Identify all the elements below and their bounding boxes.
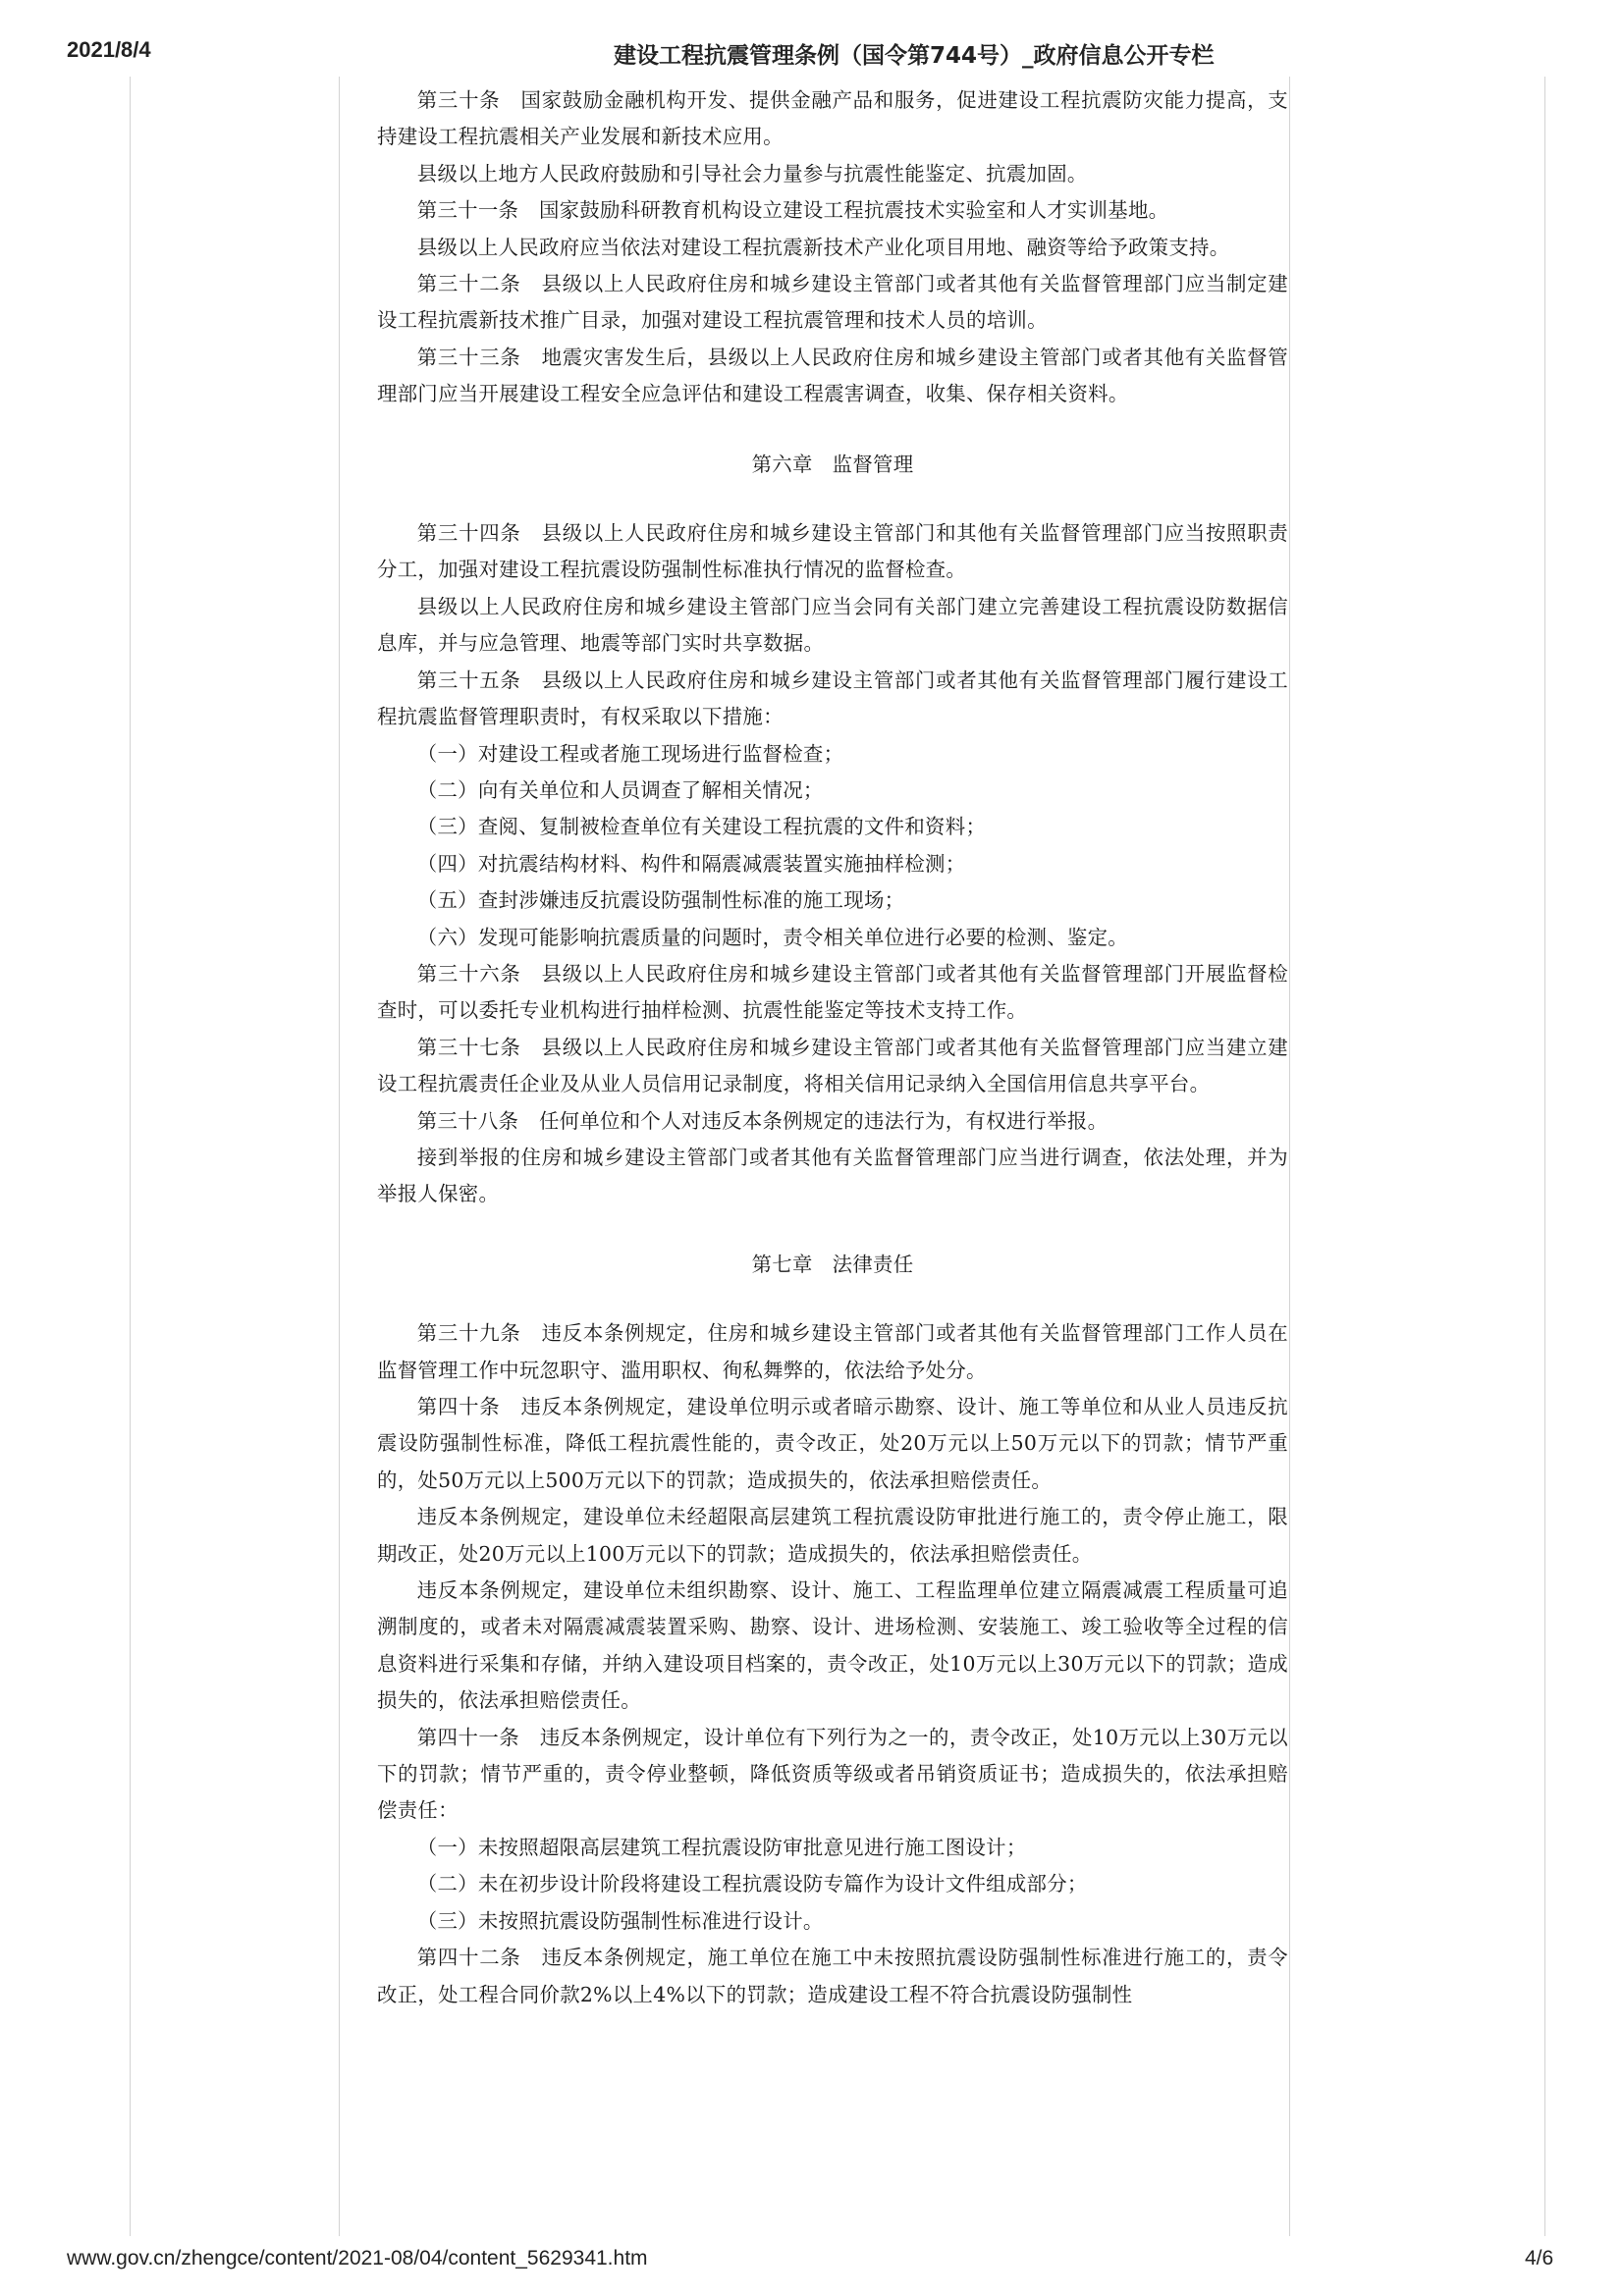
chapter-7-number: 第七章: [751, 1252, 813, 1276]
article-37: 第三十七条 县级以上人民政府住房和城乡建设主管部门或者其他有关监督管理部门应当建立建设工程抗震责任企业及从业人员信用记录制度，将相关信用记录纳入全国信用信息共享平台。: [377, 1035, 1288, 1096]
article-31-para-2: 县级以上人民政府应当依法对建设工程抗震新技术产业化项目用地、融资等给予政策支持。: [416, 235, 1230, 259]
article-41-item-2: （二）未在初步设计阶段将建设工程抗震设防专篇作为设计文件组成部分；: [416, 1872, 1088, 1896]
print-footer-url: www.gov.cn/zhengce/content/2021-08/04/content_5629341.htm: [67, 2247, 648, 2269]
article-33: 第三十三条 地震灾害发生后，县级以上人民政府住房和城乡建设主管部门或者其他有关监督管理部门应当开展建设工程安全应急评估和建设工程震害调查，收集、保存相关资料。: [377, 345, 1288, 406]
page-border-left-outer: [130, 77, 131, 2236]
print-header-title: 建设工程抗震管理条例（国令第744号）_政府信息公开专栏: [614, 43, 1215, 69]
chapter-6-heading: [377, 447, 1288, 483]
article-36: 第三十六条 县级以上人民政府住房和城乡建设主管部门或者其他有关监督管理部门开展监督检查时，可以委托专业机构进行抽样检测、抗震性能鉴定等技术支持工作。: [377, 961, 1288, 1023]
chapter-7-title: 法律责任: [832, 1252, 914, 1276]
chapter-6-number: 第六章: [751, 452, 813, 476]
article-32: 第三十二条 县级以上人民政府住房和城乡建设主管部门或者其他有关监督管理部门应当制定建设工程抗震新技术推广目录，加强对建设工程抗震管理和技术人员的培训。: [377, 272, 1288, 333]
page-border-left-inner: [339, 77, 340, 2236]
article-35-item-6: （六）发现可能影响抗震质量的问题时，责令相关单位进行必要的检测、鉴定。: [416, 925, 1128, 949]
article-38: 第三十八条 任何单位和个人对违反本条例规定的违法行为，有权进行举报。: [416, 1108, 1109, 1133]
article-40-para-3: 违反本条例规定，建设单位未组织勘察、设计、施工、工程监理单位建立隔震减震工程质量可追溯制度的，或者未对隔震减震装置采购、勘察、设计、进场检测、安装施工、竣工验收等全过程的信息资料进行采集和存储，并纳入建设项目档案的，责令改正，处10万元以上30万元以下的罚款；造成损失的，依法承担赔偿责任。: [377, 1578, 1288, 1713]
article-40: 第四十条 违反本条例规定，建设单位明示或者暗示勘察、设计、施工等单位和从业人员违反抗震设防强制性标准，降低工程抗震性能的，责令改正，处20万元以上50万元以下的罚款；情节严重的，处50万元以上500万元以下的罚款；造成损失的，依法承担赔偿责任。: [377, 1395, 1288, 1492]
article-35-item-3: （三）查阅、复制被检查单位有关建设工程抗震的文件和资料；: [416, 815, 987, 839]
article-42: 第四十二条 违反本条例规定，施工单位在施工中未按照抗震设防强制性标准进行施工的，责令改正，处工程合同价款2%以上4%以下的罚款；造成建设工程不符合抗震设防强制性: [377, 1946, 1288, 2006]
article-34-para-2: 县级以上人民政府住房和城乡建设主管部门应当会同有关部门建立完善建设工程抗震设防数据信息库，并与应急管理、地震等部门实时共享数据。: [377, 594, 1288, 656]
article-35-item-1: （一）对建设工程或者施工现场进行监督检查；: [416, 741, 844, 766]
page-border-right-outer: [1544, 77, 1545, 2236]
article-30: 第三十条 国家鼓励金融机构开发、提供金融产品和服务，促进建设工程抗震防灾能力提高，支持建设工程抗震相关产业发展和新技术应用。: [377, 88, 1288, 149]
chapter-7-heading: [377, 1247, 1288, 1283]
article-41: 第四十一条 违反本条例规定，设计单位有下列行为之一的，责令改正，处10万元以上30万元以下的罚款；情节严重的，责令停业整顿，降低资质等级或者吊销资质证书；造成损失的，依法承担赔偿责任：: [377, 1725, 1288, 1823]
article-38-para-2: 接到举报的住房和城乡建设主管部门或者其他有关监督管理部门应当进行调查，依法处理，并为举报人保密。: [377, 1145, 1288, 1206]
article-39: 第三十九条 违反本条例规定，住房和城乡建设主管部门或者其他有关监督管理部门工作人员在监督管理工作中玩忽职守、滥用职权、徇私舞弊的，依法给予处分。: [377, 1321, 1288, 1382]
article-34: 第三十四条 县级以上人民政府住房和城乡建设主管部门和其他有关监督管理部门应当按照职责分工，加强对建设工程抗震设防强制性标准执行情况的监督检查。: [377, 521, 1288, 582]
article-41-item-3: （三）未按照抗震设防强制性标准进行设计。: [416, 1908, 824, 1933]
article-35-item-2: （二）向有关单位和人员调查了解相关情况；: [416, 777, 824, 802]
chapter-6-title: 监督管理: [832, 452, 914, 476]
article-35: 第三十五条 县级以上人民政府住房和城乡建设主管部门或者其他有关监督管理部门履行建设工程抗震监督管理职责时，有权采取以下措施：: [377, 667, 1288, 729]
page-border-right-inner: [1289, 77, 1290, 2236]
article-40-para-2: 违反本条例规定，建设单位未经超限高层建筑工程抗震设防审批进行施工的，责令停止施工，限期改正，处20万元以上100万元以下的罚款；造成损失的，依法承担赔偿责任。: [377, 1505, 1288, 1566]
article-41-item-1: （一）未按照超限高层建筑工程抗震设防审批意见进行施工图设计；: [416, 1835, 1027, 1859]
article-31: 第三十一条 国家鼓励科研教育机构设立建设工程抗震技术实验室和人才实训基地。: [416, 198, 1169, 223]
article-35-item-4: （四）对抗震结构材料、构件和隔震减震装置实施抽样检测；: [416, 851, 966, 876]
article-35-item-5: （五）查封涉嫌违反抗震设防强制性标准的施工现场；: [416, 888, 905, 913]
article-30-para-2: 县级以上地方人民政府鼓励和引导社会力量参与抗震性能鉴定、抗震加固。: [416, 161, 1088, 186]
article-body: [377, 82, 1288, 2013]
print-page-number: 4/6: [1525, 2247, 1554, 2269]
print-date: 2021/8/4: [67, 37, 151, 62]
